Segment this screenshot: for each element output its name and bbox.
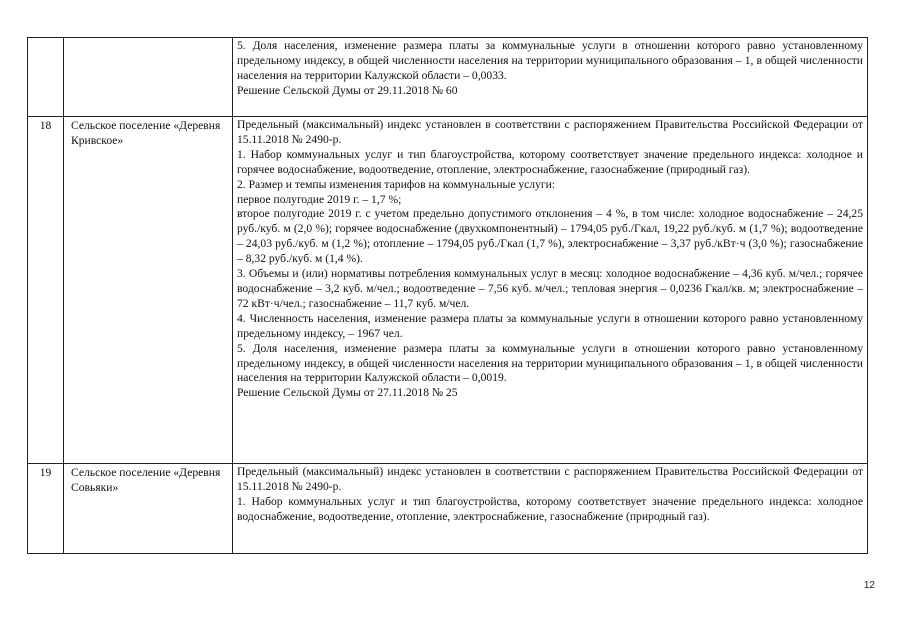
- paragraph: первое полугодие 2019 г. – 1,7 %;: [237, 192, 402, 206]
- paragraph: 2. Размер и темпы изменения тарифов на коммунальные услуги:: [237, 177, 556, 191]
- row-number-cell: [28, 117, 64, 464]
- paragraph: 1. Набор коммунальных услуг и тип благоустройства, которому соответствует значение предельного индекса: холодное и горячее водоснабжение, водоотведение, отопление, электроснабжение, газоснабжение (природный газ).: [237, 147, 863, 176]
- paragraph: 4. Численность населения, изменение размера платы за коммунальные услуги в отношении которого равно установленному предельному индексу, – 1967 чел.: [237, 311, 863, 340]
- tariff-index-table: [27, 37, 868, 554]
- table-row: [28, 117, 868, 464]
- row-number: 18: [39, 119, 52, 132]
- table-row: [28, 464, 868, 554]
- paragraph: Предельный (максимальный) индекс установлен в соответствии с распоряжением Правительства Российской Федерации от 15.11.2018 № 2490-р.: [237, 118, 863, 146]
- row-number-cell: [28, 38, 64, 117]
- row-number: 19: [39, 466, 52, 479]
- paragraph: 5. Доля населения, изменение размера платы за коммунальные услуги в отношении которого равно установленному предельному индексу, в общей численности населения на территории муниципального образования – 1, в общей численности населения на территории Калужской области – 0,0033.: [237, 39, 863, 82]
- paragraph: Предельный (максимальный) индекс установлен в соответствии с распоряжением Правительства Российской Федерации от 15.11.2018 № 2490-р.: [237, 465, 863, 493]
- index-description-cell: [233, 38, 868, 117]
- paragraph: второе полугодие 2019 г. с учетом предельно допустимого отклонения – 4 %, в том числе: холодное водоснабжение – 24,25 руб./куб. м (2,0 %); горячее водоснабжение (двухкомпонентный) – 1794,05 руб./Гкал, 19,22 руб./куб. м (1,7 %); водоотведение – 24,03 руб./куб. м (1,2 %); отопление – 1794,05 руб./Гкал (1,7 %), электроснабжение – 3,37 руб./кВт·ч (3,0 %); газоснабжение – 8,32 руб./куб. м (1,4 %).: [237, 207, 863, 266]
- page-number: 12: [863, 580, 875, 591]
- settlement-name-cell: [64, 117, 233, 464]
- paragraph: 3. Объемы и (или) нормативы потребления коммунальных услуг в месяц: холодное водоснабжение – 4,36 куб. м/чел.; горячее водоснабжение – 3,2 куб. м/чел.; водоотведение – 7,56 куб. м/чел.; тепловая энергия – 0,0236 Гкал/кв. м; электроснабжение – 72 кВт·ч/чел.; газоснабжение – 11,7 куб. м/чел.: [237, 267, 863, 310]
- index-description-cell: [233, 464, 868, 554]
- settlement-name: Сельское поселение «Деревня Совьяки»: [71, 466, 221, 495]
- table-row: [28, 38, 868, 117]
- row-number-cell: [28, 464, 64, 554]
- paragraph: 5. Доля населения, изменение размера платы за коммунальные услуги в отношении которого равно установленному предельному индексу, в общей численности населения на территории муниципального образования – 1, в общей численности населения на территории Калужской области – 0,0019.: [237, 341, 863, 385]
- settlement-name-cell: [64, 38, 233, 117]
- paragraph: 1. Набор коммунальных услуг и тип благоустройства, которому соответствует значение предельного индекса: холодное водоснабжение, водоотведение, отопление, электроснабжение, газоснабжение (природный газ).: [237, 494, 863, 523]
- duma-decision: Решение Сельской Думы от 27.11.2018 № 25: [237, 386, 458, 400]
- duma-decision: Решение Сельской Думы от 29.11.2018 № 60: [237, 83, 458, 97]
- settlement-name: Сельское поселение «Деревня Кривское»: [71, 119, 221, 148]
- index-description-cell: [233, 117, 868, 464]
- settlement-name-cell: [64, 464, 233, 554]
